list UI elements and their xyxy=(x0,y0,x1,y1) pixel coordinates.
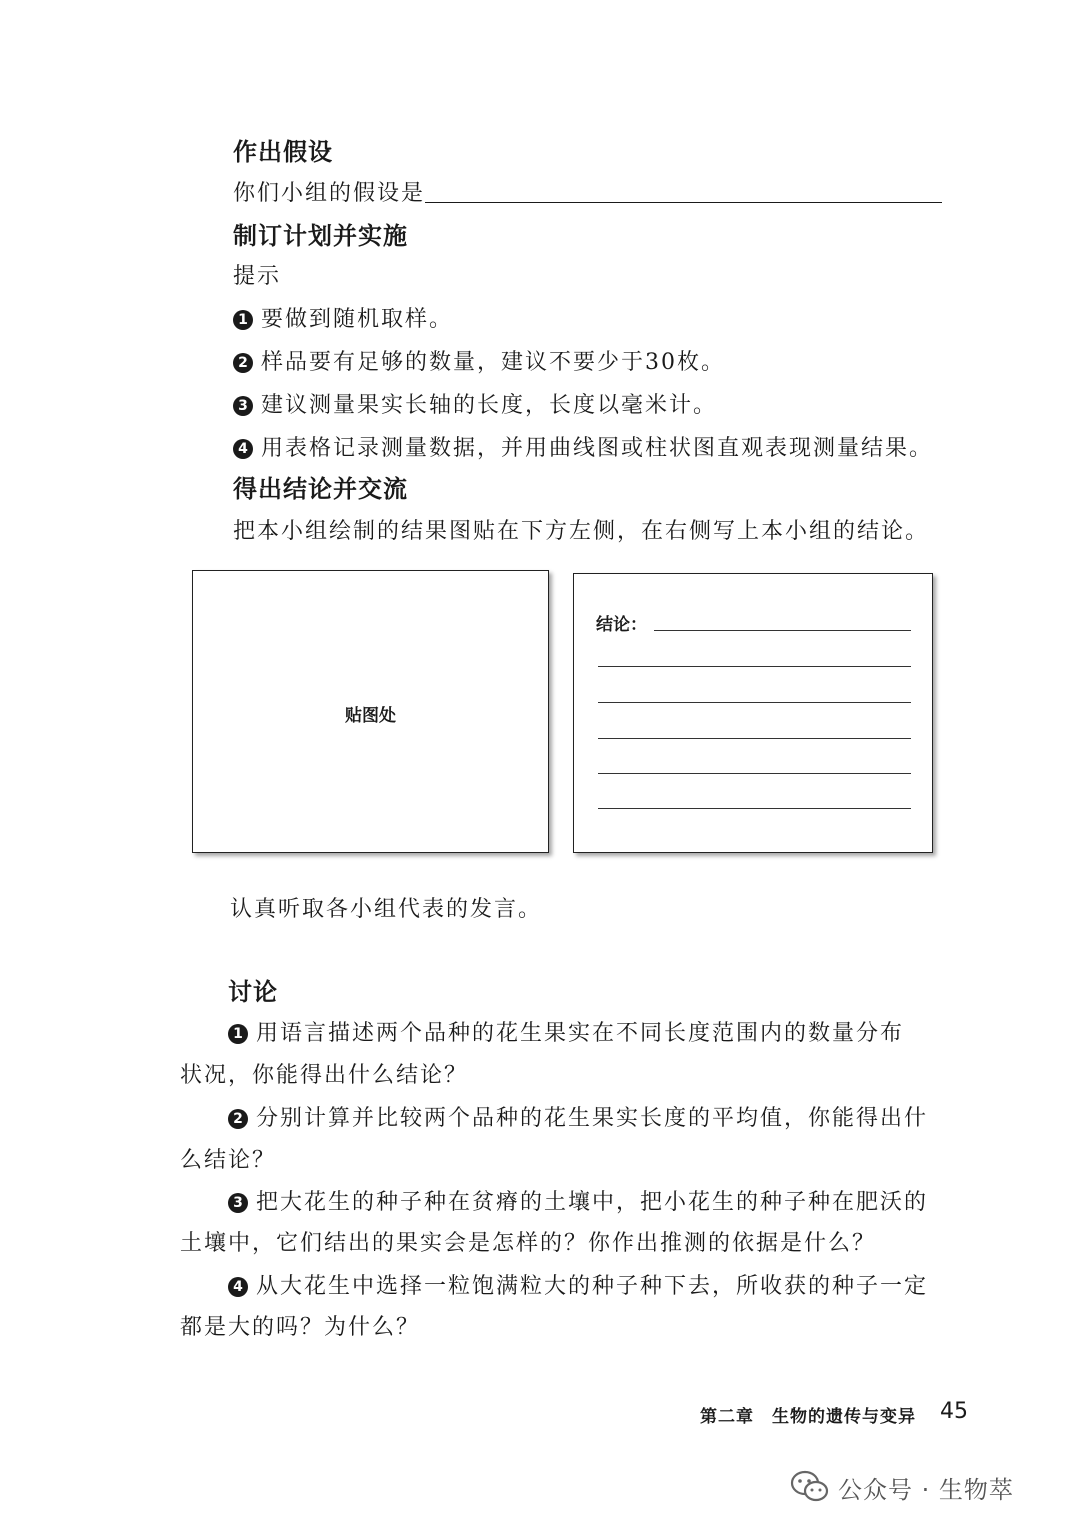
conclusion-line[interactable] xyxy=(598,808,911,809)
hypothesis-prompt: 你们小组的假设是 xyxy=(233,181,426,206)
conclusion-write-box[interactable] xyxy=(573,573,933,853)
number-badge-icon: 3 xyxy=(233,396,253,416)
tip-item: 2 样品要有足够的数量，建议不要少于30枚。 xyxy=(233,345,725,376)
conclusion-line[interactable] xyxy=(598,702,911,703)
conclusion-line[interactable] xyxy=(598,773,911,774)
number-badge-icon: 4 xyxy=(228,1277,248,1297)
chapter-footer: 第二章 生物的遗传与变异 xyxy=(700,1407,916,1427)
conclusion-instruction: 把本小组绘制的结果图贴在下方左侧，在右侧写上本小组的结论。 xyxy=(233,519,930,544)
number-badge-icon: 3 xyxy=(228,1193,248,1213)
number-badge-icon: 1 xyxy=(228,1024,248,1044)
tips-label: 提示 xyxy=(233,264,282,289)
page-number: 45 xyxy=(940,1399,968,1424)
paste-chart-box[interactable] xyxy=(192,570,549,853)
question-line: 4 从大花生中选择一粒饱满粒大的种子种下去，所收获的种子一定 xyxy=(228,1269,928,1300)
conclusion-label: 结论： xyxy=(596,615,647,635)
tip-item: 1 要做到随机取样。 xyxy=(233,302,453,333)
hypothesis-heading: 作出假设 xyxy=(233,138,333,166)
conclusion-line[interactable] xyxy=(598,666,911,667)
conclusion-line[interactable] xyxy=(654,630,911,631)
number-badge-icon: 2 xyxy=(228,1109,248,1129)
tip-item: 3 建议测量果实长轴的长度，长度以毫米计。 xyxy=(233,388,717,419)
number-badge-icon: 4 xyxy=(233,439,253,459)
number-badge-icon: 2 xyxy=(233,353,253,373)
tip-item: 4 用表格记录测量数据，并用曲线图或柱状图直观表现测量结果。 xyxy=(233,431,933,462)
paste-box-label: 贴图处 xyxy=(345,706,396,726)
question-line: 1 用语言描述两个品种的花生果实在不同长度范围内的数量分布 xyxy=(228,1016,904,1047)
question-line: 土壤中，它们结出的果实会是怎样的？你作出推测的依据是什么？ xyxy=(180,1231,877,1256)
question-line: 2 分别计算并比较两个品种的花生果实长度的平均值，你能得出什 xyxy=(228,1101,928,1132)
question-line: 都是大的吗？为什么？ xyxy=(180,1315,421,1340)
plan-heading: 制订计划并实施 xyxy=(233,222,408,250)
listen-note: 认真听取各小组代表的发言。 xyxy=(230,897,543,922)
question-line: 状况，你能得出什么结论？ xyxy=(180,1063,469,1088)
watermark-text: 公众号 · 生物萃 xyxy=(838,1476,1014,1504)
question-line: 么结论？ xyxy=(180,1148,277,1173)
conclusion-heading: 得出结论并交流 xyxy=(233,475,408,503)
number-badge-icon: 1 xyxy=(233,310,253,330)
hypothesis-answer-line[interactable] xyxy=(425,202,942,203)
discussion-heading: 讨论 xyxy=(228,978,278,1006)
question-line: 3 把大花生的种子种在贫瘠的土壤中，把小花生的种子种在肥沃的 xyxy=(228,1185,928,1216)
wechat-icon xyxy=(790,1470,830,1504)
conclusion-line[interactable] xyxy=(598,738,911,739)
